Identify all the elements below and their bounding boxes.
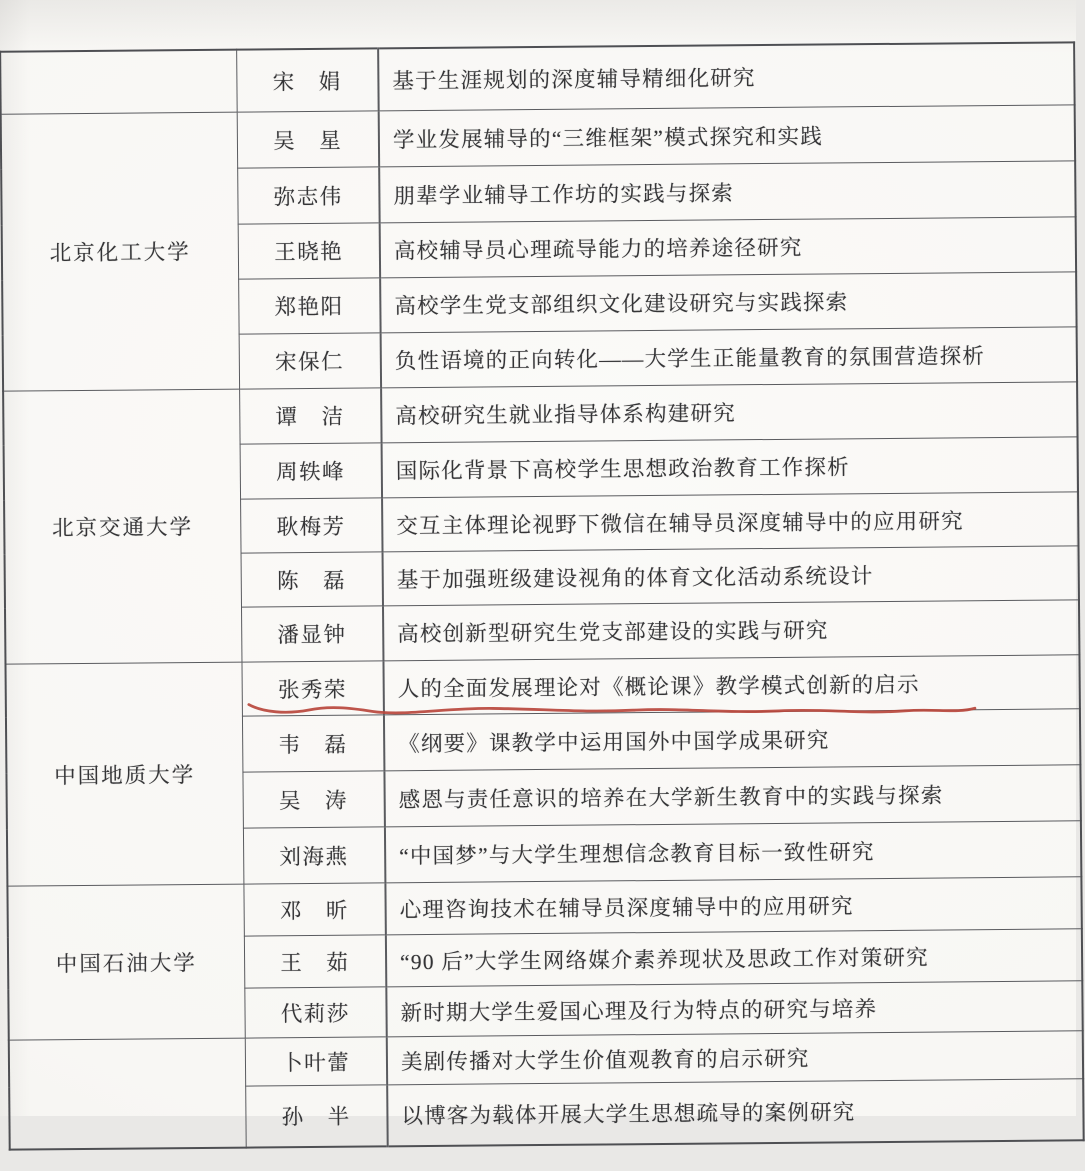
name-cell: 刘海燕 [243, 826, 385, 883]
title-cell: 以博客为载体开展大学生思想疏导的案例研究 [387, 1078, 1084, 1146]
name-cell: 陈 磊 [241, 551, 383, 606]
title-cell: 基于加强班级建设视角的体育文化活动系统设计 [383, 545, 1079, 605]
university-cell: 中国地质大学 [5, 662, 243, 886]
name-cell: 邓 昕 [243, 882, 385, 935]
title-cell: 《纲要》课教学中运用国外中国学成果研究 [384, 708, 1080, 770]
name-cell: 谭 洁 [239, 387, 381, 443]
name-cell: 卜叶蕾 [245, 1036, 387, 1085]
name-cell: 周轶峰 [240, 442, 382, 498]
title-cell: 基于生涯规划的深度辅导精细化研究 [378, 42, 1075, 110]
table-row [1, 104, 1075, 169]
title-cell: 负性语境的正向转化——大学生正能量教育的氛围营造探析 [381, 326, 1077, 387]
table-row [0, 42, 1075, 113]
title-cell: 高校研究生就业指导体系构建研究 [381, 381, 1077, 442]
name-cell: 代莉莎 [244, 986, 386, 1037]
title-cell: 心理咨询技术在辅导员深度辅导中的应用研究 [385, 876, 1081, 934]
title-cell: 学业发展辅导的“三维框架”模式探究和实践 [379, 104, 1075, 166]
name-cell: 宋 娟 [236, 48, 379, 111]
university-cell: 中国石油大学 [7, 884, 244, 1040]
name-cell: 王晓艳 [238, 222, 380, 278]
name-cell: 郑艳阳 [238, 277, 380, 333]
table-row [7, 876, 1081, 937]
name-cell: 韦 磊 [242, 714, 384, 771]
name-cell: 王 茹 [244, 934, 386, 987]
title-cell: 美剧传播对大学生价值观教育的启示研究 [387, 1030, 1083, 1084]
name-cell: 宋保仁 [239, 332, 381, 388]
title-cell: 朋辈学业辅导工作坊的实践与探索 [379, 160, 1075, 222]
table-sheet [0, 41, 1083, 1170]
title-cell: 国际化背景下高校学生思想政治教育工作探析 [382, 436, 1078, 497]
title-cell: 高校创新型研究生党支部建设的实践与研究 [383, 599, 1079, 660]
name-cell: 孙 半 [245, 1084, 388, 1147]
title-cell: 人的全面发展理论对《概论课》教学模式创新的启示 [383, 654, 1079, 714]
title-cell: 高校学生党支部组织文化建设研究与实践探索 [380, 271, 1076, 332]
university-cell [9, 1038, 246, 1150]
title-cell: “90 后”大学生网络媒介素养现状及思政工作对策研究 [386, 928, 1082, 986]
university-cell: 北京交通大学 [3, 389, 241, 664]
name-cell: 耿梅芳 [240, 497, 382, 552]
name-cell: 吴 星 [237, 110, 379, 167]
title-cell: 高校辅导员心理疏导能力的培养途径研究 [380, 216, 1076, 277]
title-cell: 新时期大学生爱国心理及行为特点的研究与培养 [386, 980, 1082, 1036]
name-cell: 潘显钟 [241, 605, 383, 661]
name-cell: 张秀荣 [241, 660, 383, 715]
title-cell: 感恩与责任意识的培养在大学新生教育中的实践与探索 [384, 764, 1080, 826]
award-roster-table [0, 41, 1085, 1150]
table-row [5, 654, 1079, 717]
name-cell: 弥志伟 [237, 166, 379, 223]
name-cell: 吴 涛 [242, 770, 384, 827]
university-cell [0, 50, 237, 114]
title-cell: 交互主体理论视野下微信在辅导员深度辅导中的应用研究 [382, 491, 1078, 551]
title-cell: “中国梦”与大学生理想信念教育目标一致性研究 [385, 820, 1081, 882]
university-cell: 北京化工大学 [1, 112, 239, 391]
table-row [3, 381, 1077, 445]
